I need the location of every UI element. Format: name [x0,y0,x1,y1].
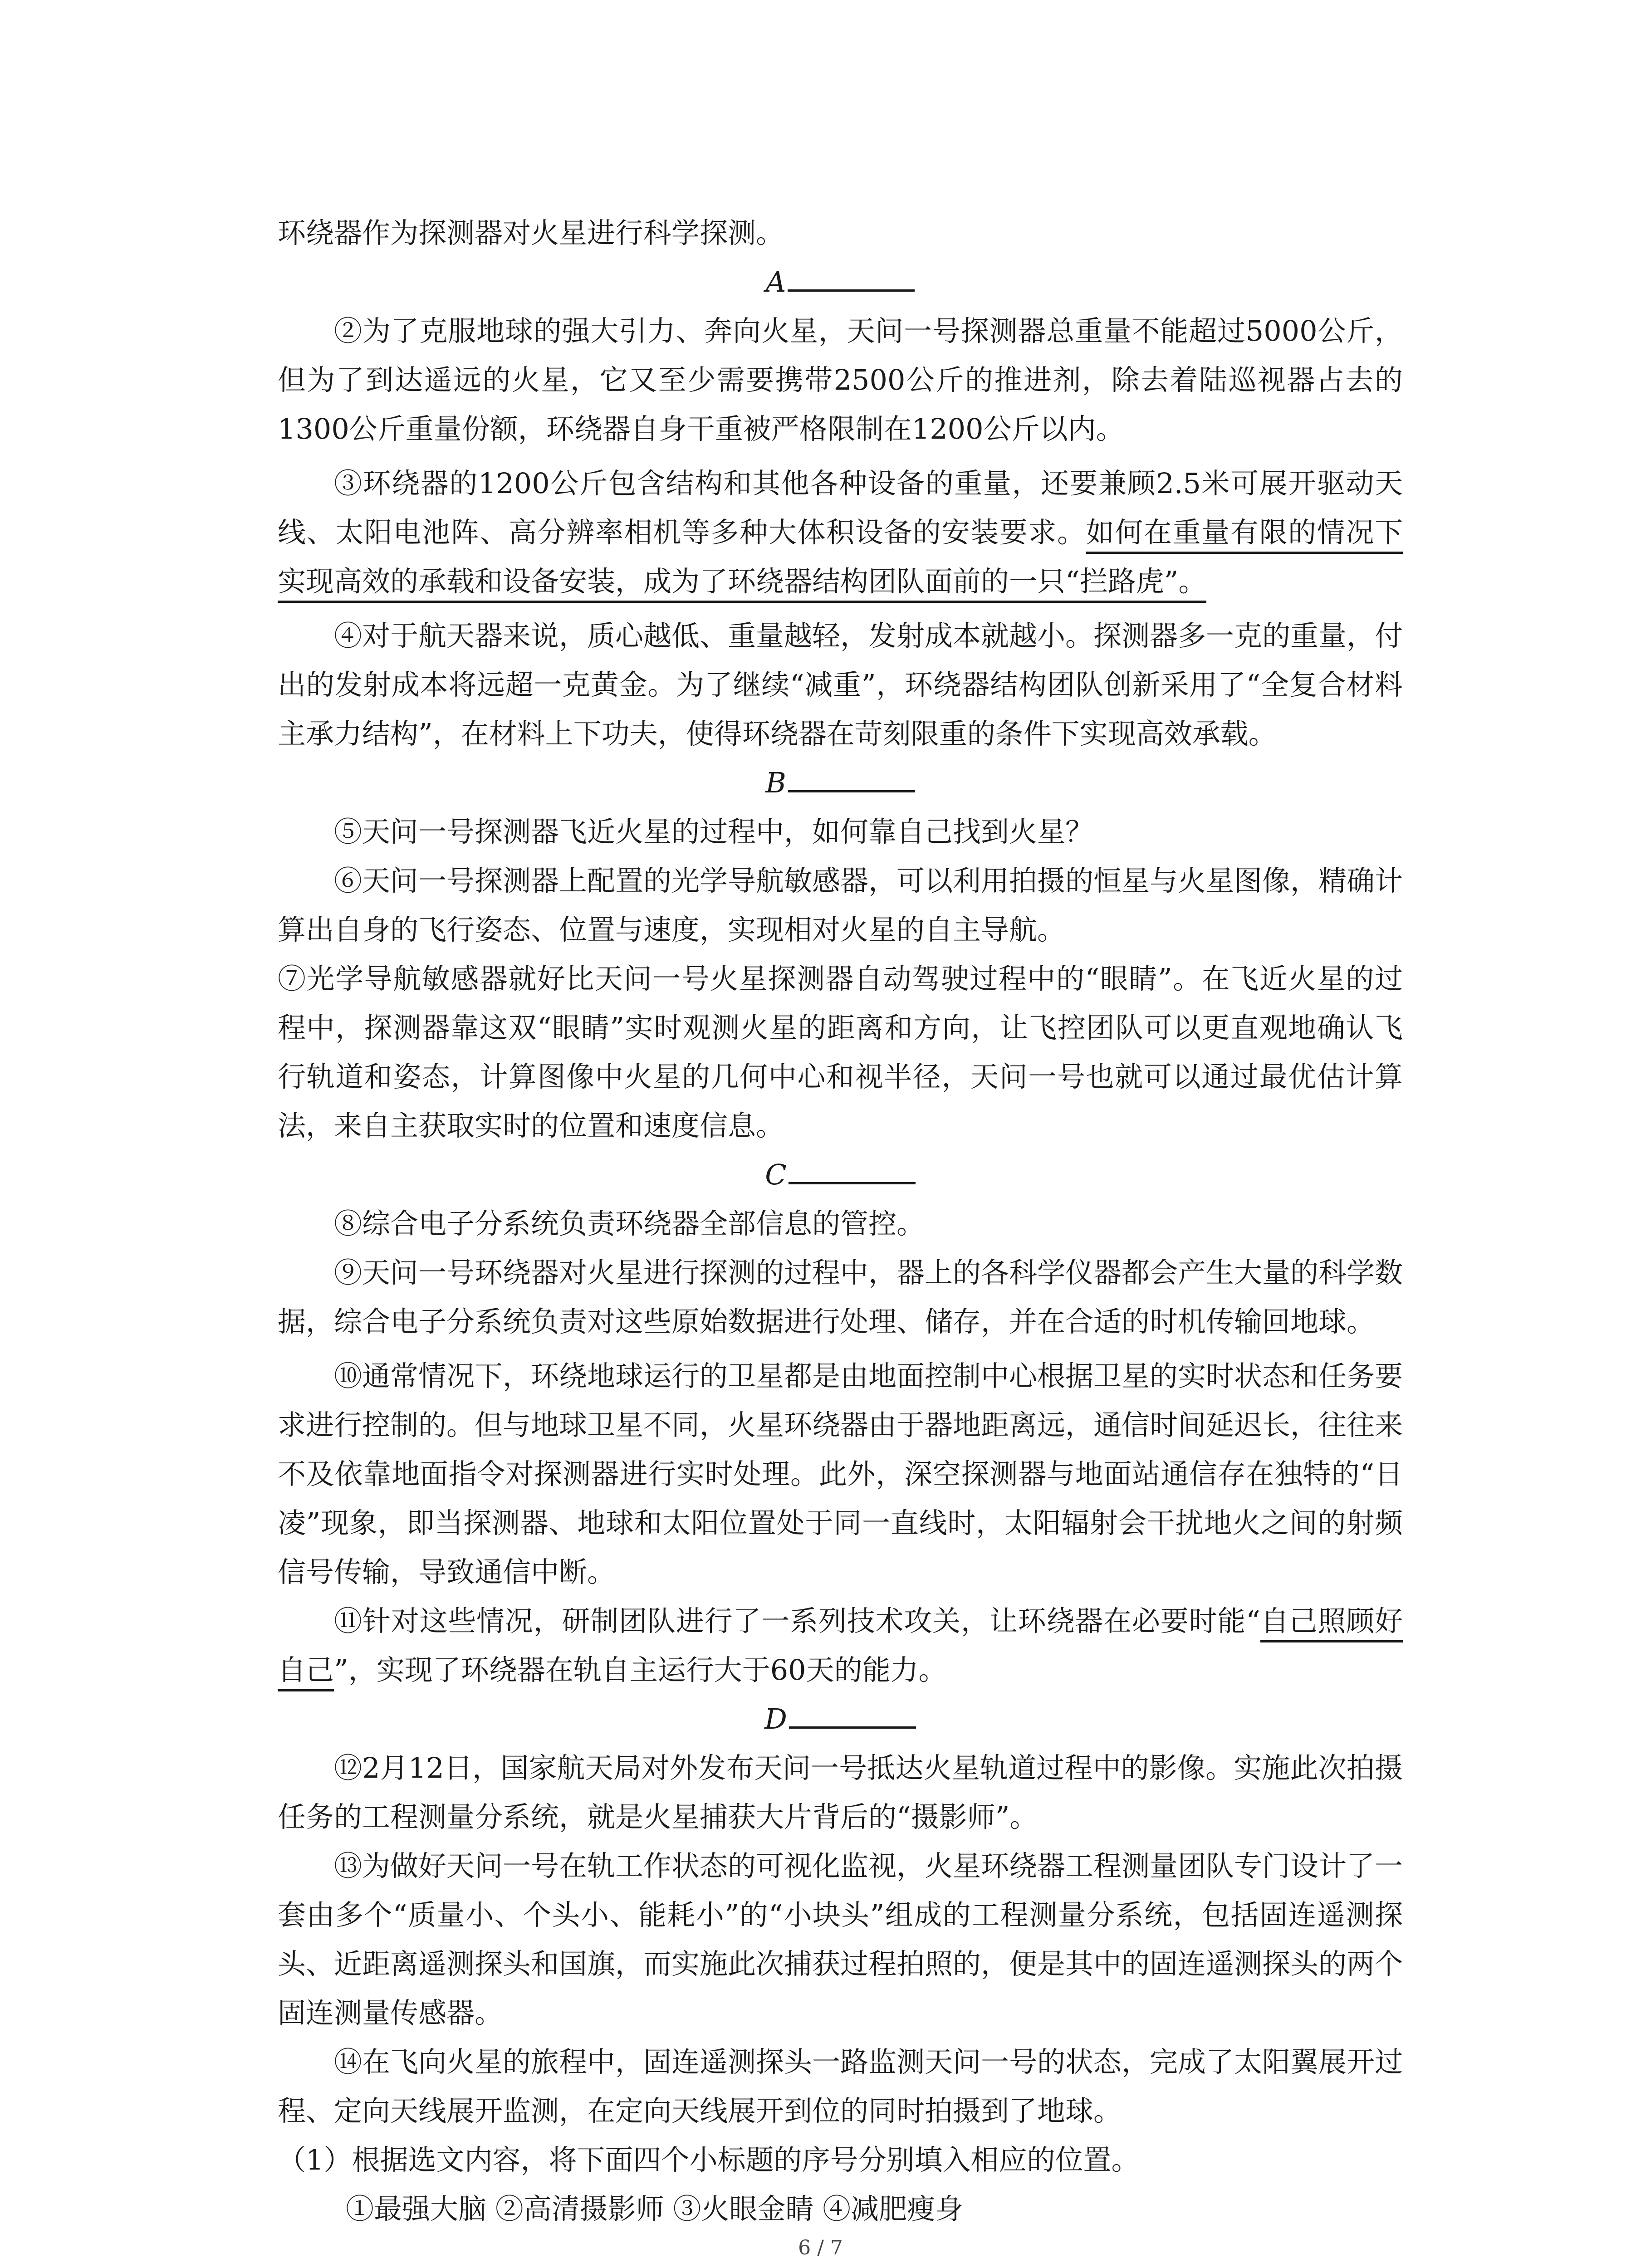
paragraph-11-underlined: 自己照顾好自己 [278,1604,1403,1691]
subheading-b-letter: B [765,766,786,799]
paragraph-3 [278,459,1403,606]
paragraph-5: ⑤天问一号探测器飞近火星的过程中，如何靠自己找到火星？ [334,815,1094,848]
question-options: ①最强大脑 ②高清摄影师 ③火眼金睛 ④减肥瘦身 [346,2192,964,2225]
document-body [278,209,1403,2234]
paragraph-2: ②为了克服地球的强大引力、奔向火星，天问一号探测器总重量不能超过5000公斤，但为了到达遥远的火星，它又至少需要携带2500公斤的推进剂，除去着陆巡视器占去的1300公斤重量份额，环绕器自身干重被严格限制在1200公斤以内。 [278,314,1403,445]
page-number: 6 / 7 [798,2236,843,2259]
subheading-a-letter: A [765,265,786,298]
subheading-c-letter: C [765,1158,787,1191]
subheading-d-letter: D [764,1702,787,1735]
paragraph-12: ⑫2月12日，国家航天局对外发布天问一号抵达火星轨道过程中的影像。实施此次拍摄任务的工程测量分系统，就是火星捕获大片背后的“摄影师”。 [278,1751,1403,1833]
subheading-c [278,1150,1403,1199]
paragraph-3-text: ③环绕器的1200公斤包含结构和其他各种设备的重量，还要兼顾2.5米可展开驱动天线、太阳电池阵、高分辨率相机等多种大体积设备的安装要求。 [278,467,1403,549]
paragraph-9: ⑨天问一号环绕器对火星进行探测的过程中，器上的各科学仪器都会产生大量的科学数据，综合电子分系统负责对这些原始数据进行处理、储存，并在合适的时机传输回地球。 [278,1256,1403,1338]
paragraph-3-underlined: 如何在重量有限的情况下实现高效的承载和设备安装，成为了环绕器结构团队面前的一只“拦路虎”。 [278,516,1403,603]
paragraph-4: ④对于航天器来说，质心越低、重量越轻，发射成本就越小。探测器多一克的重量，付出的发射成本将远超一克黄金。为了继续“减重”，环绕器结构团队创新采用了“全复合材料主承力结构”，在材料上下功夫，使得环绕器在苛刻限重的条件下实现高效承载。 [278,619,1403,750]
paragraph-intro-tail: 环绕器作为探测器对火星进行科学探测。 [278,216,784,249]
subheading-d-blank[interactable] [789,1696,916,1729]
subheading-b [278,758,1403,807]
subheading-a [278,258,1403,307]
question-prompt: （1）根据选文内容，将下面四个小标题的序号分别填入相应的位置。 [278,2143,1140,2176]
paragraph-7: ⑦光学导航敏感器就好比天问一号火星探测器自动驾驶过程中的“眼睛”。在飞近火星的过程中，探测器靠这双“眼睛”实时观测火星的距离和方向，让飞控团队可以更直观地确认飞行轨道和姿态，计算图像中火星的几何中心和视半径，天问一号也就可以通过最优估计算法，来自主获取实时的位置和速度信息。 [278,962,1403,1142]
paragraph-6: ⑥天问一号探测器上配置的光学导航敏感器，可以利用拍摄的恒星与火星图像，精确计算出自身的飞行姿态、位置与速度，实现相对火星的自主导航。 [278,864,1403,946]
subheading-b-blank[interactable] [788,760,915,792]
paragraph-8: ⑧综合电子分系统负责环绕器全部信息的管控。 [334,1207,925,1240]
paragraph-11 [278,1597,1403,1695]
paragraph-11-text-b: ”，实现了环绕器在轨自主运行大于60天的能力。 [334,1653,947,1686]
subheading-c-blank[interactable] [789,1152,916,1184]
subheading-a-blank[interactable] [788,259,915,292]
paragraph-14: ⑭在飞向火星的旅程中，固连遥测探头一路监测天问一号的状态，完成了太阳翼展开过程、定向天线展开监测，在定向天线展开到位的同时拍摄到了地球。 [278,2045,1403,2127]
paragraph-10: ⑩通常情况下，环绕地球运行的卫星都是由地面控制中心根据卫星的实时状态和任务要求进行控制的。但与地球卫星不同，火星环绕器由于器地距离远，通信时间延迟长，往往来不及依靠地面指令对探测器进行实时处理。此外，深空探测器与地面站通信存在独特的“日凌”现象，即当探测器、地球和太阳位置处于同一直线时，太阳辐射会干扰地火之间的射频信号传输，导致通信中断。 [278,1359,1403,1589]
paragraph-13: ⑬为做好天问一号在轨工作状态的可视化监视，火星环绕器工程测量团队专门设计了一套由多个“质量小、个头小、能耗小”的“小块头”组成的工程测量分系统，包括固连遥测探头、近距离遥测探头和国旗，而实施此次捕获过程拍照的，便是其中的固连遥测探头的两个固连测量传感器。 [278,1849,1403,2029]
subheading-d [278,1695,1403,1744]
paragraph-11-text-a: ⑪针对这些情况，研制团队进行了一系列技术攻关，让环绕器在必要时能“ [334,1604,1260,1637]
